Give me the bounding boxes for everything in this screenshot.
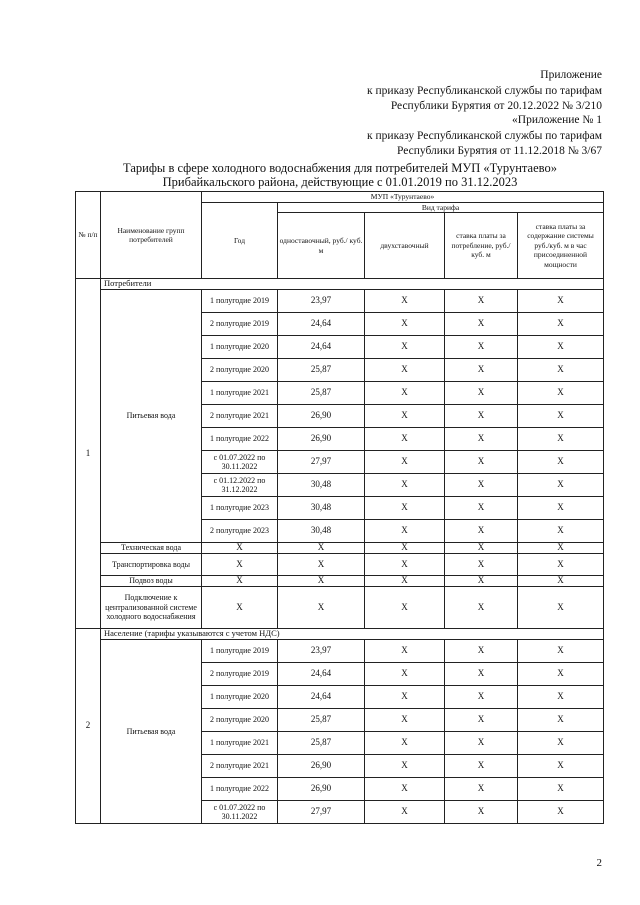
year-cell: Х xyxy=(202,587,278,629)
section-row xyxy=(76,279,604,290)
header-line: «Приложение № 1 xyxy=(512,114,602,126)
title-line: Прибайкальского района, действующие с 01.01.2019 по 31.12.2023 xyxy=(162,175,518,189)
single-rate-cell: 24,64 xyxy=(278,313,365,336)
rate-use-cell: Х xyxy=(445,732,518,755)
page-number: 2 xyxy=(596,857,602,869)
rate-maint-cell: Х xyxy=(518,778,604,801)
year-cell: 2 полугодие 2021 xyxy=(202,755,278,778)
double-rate-cell: Х xyxy=(365,451,445,474)
year-cell: 1 полугодие 2021 xyxy=(202,732,278,755)
year-cell: 2 полугодие 2019 xyxy=(202,313,278,336)
single-rate-cell: 24,64 xyxy=(278,686,365,709)
single-rate-cell: 27,97 xyxy=(278,801,365,824)
header-group: Наименование групп потребителей xyxy=(101,192,202,279)
single-rate-cell: Х xyxy=(278,576,365,587)
rate-maint-cell: Х xyxy=(518,336,604,359)
table-row xyxy=(76,290,604,313)
single-rate-cell: 25,87 xyxy=(278,709,365,732)
rate-maint-cell: Х xyxy=(518,428,604,451)
group-label: Подвоз воды xyxy=(101,576,202,587)
single-rate-cell: 26,90 xyxy=(278,755,365,778)
double-rate-cell: Х xyxy=(365,663,445,686)
double-rate-cell: Х xyxy=(365,428,445,451)
single-rate-cell: 27,97 xyxy=(278,451,365,474)
rate-use-cell: Х xyxy=(445,520,518,543)
table-row xyxy=(76,554,604,576)
group-label: Техническая вода xyxy=(101,543,202,554)
double-rate-cell: Х xyxy=(365,359,445,382)
single-rate-cell: 25,87 xyxy=(278,732,365,755)
rate-maint-cell: Х xyxy=(518,755,604,778)
title-line: Тарифы в сфере холодного водоснабжения для потребителей МУП «Турунтаево» xyxy=(123,161,557,175)
double-rate-cell: Х xyxy=(365,686,445,709)
section-number: 1 xyxy=(76,279,101,629)
double-rate-cell: Х xyxy=(365,497,445,520)
table-body xyxy=(76,279,604,824)
header-num: № п/п xyxy=(76,192,101,279)
section-number: 2 xyxy=(76,629,101,824)
year-cell: 1 полугодие 2023 xyxy=(202,497,278,520)
single-rate-cell: Х xyxy=(278,543,365,554)
double-rate-cell: Х xyxy=(365,405,445,428)
year-cell: 2 полугодие 2020 xyxy=(202,359,278,382)
group-label: Питьевая вода xyxy=(101,640,202,824)
single-rate-cell: 24,64 xyxy=(278,336,365,359)
header-block-2 xyxy=(367,113,602,160)
double-rate-cell: Х xyxy=(365,336,445,359)
header-block-1 xyxy=(367,68,602,115)
double-rate-cell: Х xyxy=(365,313,445,336)
double-rate-cell: Х xyxy=(365,554,445,576)
header-line: к приказу Республиканской службы по тарифам xyxy=(367,84,602,97)
table-row xyxy=(76,640,604,663)
rate-maint-cell: Х xyxy=(518,587,604,629)
double-rate-cell: Х xyxy=(365,290,445,313)
year-cell: Х xyxy=(202,554,278,576)
year-cell: с 01.07.2022 по 30.11.2022 xyxy=(202,451,278,474)
double-rate-cell: Х xyxy=(365,587,445,629)
rate-use-cell: Х xyxy=(445,313,518,336)
tariff-table xyxy=(75,191,604,824)
double-rate-cell: Х xyxy=(365,474,445,497)
single-rate-cell: 25,87 xyxy=(278,382,365,405)
rate-maint-cell: Х xyxy=(518,640,604,663)
rate-use-cell: Х xyxy=(445,554,518,576)
rate-use-cell: Х xyxy=(445,755,518,778)
year-cell: 1 полугодие 2020 xyxy=(202,686,278,709)
header-org: МУП «Турунтаево» xyxy=(202,192,604,203)
year-cell: 1 полугодие 2022 xyxy=(202,778,278,801)
rate-use-cell: Х xyxy=(445,497,518,520)
group-label: Питьевая вода xyxy=(101,290,202,543)
year-cell: с 01.07.2022 по 30.11.2022 xyxy=(202,801,278,824)
single-rate-cell: 23,97 xyxy=(278,640,365,663)
single-rate-cell: 26,90 xyxy=(278,428,365,451)
rate-use-cell: Х xyxy=(445,428,518,451)
rate-maint-cell: Х xyxy=(518,543,604,554)
rate-use-cell: Х xyxy=(445,543,518,554)
header-tariff-type: Вид тарифа xyxy=(278,202,604,213)
double-rate-cell: Х xyxy=(365,755,445,778)
double-rate-cell: Х xyxy=(365,576,445,587)
header-double-rate: двухставочный xyxy=(365,213,445,279)
header-line: Республики Бурятия от 11.12.2018 № 3/67 xyxy=(396,145,602,157)
year-cell: 1 полугодие 2021 xyxy=(202,382,278,405)
rate-maint-cell: Х xyxy=(518,686,604,709)
rate-maint-cell: Х xyxy=(518,732,604,755)
rate-use-cell: Х xyxy=(445,451,518,474)
year-cell: 1 полугодие 2020 xyxy=(202,336,278,359)
header-line: Приложение xyxy=(540,69,602,81)
rate-maint-cell: Х xyxy=(518,709,604,732)
rate-maint-cell: Х xyxy=(518,290,604,313)
rate-use-cell: Х xyxy=(445,709,518,732)
rate-maint-cell: Х xyxy=(518,359,604,382)
year-cell: с 01.12.2022 по 31.12.2022 xyxy=(202,474,278,497)
rate-use-cell: Х xyxy=(445,686,518,709)
rate-maint-cell: Х xyxy=(518,451,604,474)
header-line: Республики Бурятия от 20.12.2022 № 3/210 xyxy=(390,100,602,112)
rate-use-cell: Х xyxy=(445,336,518,359)
double-rate-cell: Х xyxy=(365,382,445,405)
rate-maint-cell: Х xyxy=(518,405,604,428)
year-cell: 2 полугодие 2021 xyxy=(202,405,278,428)
rate-use-cell: Х xyxy=(445,640,518,663)
rate-maint-cell: Х xyxy=(518,554,604,576)
header-line: к приказу Республиканской службы по тарифам xyxy=(367,129,602,142)
rate-maint-cell: Х xyxy=(518,497,604,520)
table-row xyxy=(76,543,604,554)
rate-maint-cell: Х xyxy=(518,474,604,497)
single-rate-cell: 23,97 xyxy=(278,290,365,313)
table-row xyxy=(76,587,604,629)
rate-maint-cell: Х xyxy=(518,313,604,336)
rate-use-cell: Х xyxy=(445,382,518,405)
rate-maint-cell: Х xyxy=(518,382,604,405)
header-rate-maint: ставка платы за содержание системы руб./куб. м в час присоединенной мощности xyxy=(518,213,604,279)
rate-maint-cell: Х xyxy=(518,801,604,824)
rate-use-cell: Х xyxy=(445,474,518,497)
double-rate-cell: Х xyxy=(365,732,445,755)
single-rate-cell: Х xyxy=(278,587,365,629)
section-label: Население (тарифы указываются с учетом НДС) xyxy=(101,629,604,640)
rate-use-cell: Х xyxy=(445,576,518,587)
rate-maint-cell: Х xyxy=(518,576,604,587)
year-cell: Х xyxy=(202,576,278,587)
header-single-rate: одноставочный, руб./ куб. м xyxy=(278,213,365,279)
single-rate-cell: 26,90 xyxy=(278,405,365,428)
year-cell: 2 полугодие 2023 xyxy=(202,520,278,543)
year-cell: 1 полугодие 2019 xyxy=(202,290,278,313)
rate-use-cell: Х xyxy=(445,359,518,382)
rate-use-cell: Х xyxy=(445,778,518,801)
double-rate-cell: Х xyxy=(365,778,445,801)
double-rate-cell: Х xyxy=(365,520,445,543)
double-rate-cell: Х xyxy=(365,640,445,663)
section-row xyxy=(76,629,604,640)
single-rate-cell: 25,87 xyxy=(278,359,365,382)
rate-use-cell: Х xyxy=(445,405,518,428)
rate-use-cell: Х xyxy=(445,801,518,824)
single-rate-cell: Х xyxy=(278,554,365,576)
group-label: Транспортировка воды xyxy=(101,554,202,576)
single-rate-cell: 30,48 xyxy=(278,497,365,520)
rate-use-cell: Х xyxy=(445,663,518,686)
rate-maint-cell: Х xyxy=(518,520,604,543)
single-rate-cell: 26,90 xyxy=(278,778,365,801)
year-cell: 1 полугодие 2022 xyxy=(202,428,278,451)
year-cell: 2 полугодие 2019 xyxy=(202,663,278,686)
rate-use-cell: Х xyxy=(445,587,518,629)
section-label: Потребители xyxy=(101,279,604,290)
rate-use-cell: Х xyxy=(445,290,518,313)
double-rate-cell: Х xyxy=(365,543,445,554)
double-rate-cell: Х xyxy=(365,801,445,824)
double-rate-cell: Х xyxy=(365,709,445,732)
single-rate-cell: 30,48 xyxy=(278,520,365,543)
header-rate-use: ставка платы за потребление, руб./ куб. м xyxy=(445,213,518,279)
single-rate-cell: 24,64 xyxy=(278,663,365,686)
header-year: Год xyxy=(202,202,278,279)
document-title xyxy=(90,161,590,189)
table-row xyxy=(76,576,604,587)
single-rate-cell: 30,48 xyxy=(278,474,365,497)
group-label: Подключение к централизованной системе холодного водоснабжения xyxy=(101,587,202,629)
year-cell: Х xyxy=(202,543,278,554)
rate-maint-cell: Х xyxy=(518,663,604,686)
year-cell: 1 полугодие 2019 xyxy=(202,640,278,663)
year-cell: 2 полугодие 2020 xyxy=(202,709,278,732)
